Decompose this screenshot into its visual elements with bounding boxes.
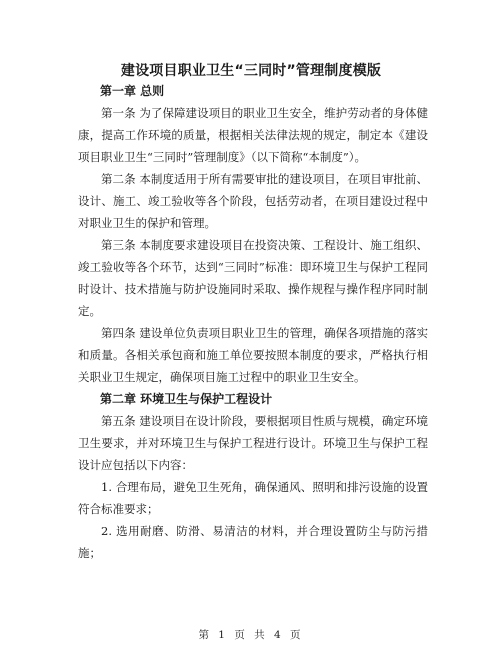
article-paragraph: 第二条 本制度适用于所有需要审批的建设项目，在项目审批前、设计、施工、竣工验收等各个阶段，包括劳动者，在项目建设过程中对职业卫生的保护和管理。 [78, 172, 428, 230]
list-item: 1. 合理布局，避免卫生死角，确保通风、照明和排污设施的设置符合标准要求； [78, 480, 428, 516]
article-paragraph: 第五条 建设项目在设计阶段，要根据项目性质与规模，确定环境卫生要求，并对环境卫生与保护工程进行设计。环境卫生与保护工程设计应包括以下内容： [78, 414, 428, 472]
article-paragraph: 第四条 建设单位负责项目职业卫生的管理，确保各项措施的落实和质量。各相关承包商和施工单位要按照本制度的要求，严格执行相关职业卫生规定，确保项目施工过程中的职业卫生安全。 [78, 326, 428, 384]
page-indicator: 第 1 页 共 4 页 [198, 629, 304, 641]
chapter-heading: 第二章 环境卫生与保护工程设计 [100, 392, 273, 406]
list-item: 2. 选用耐磨、防滑、易清洁的材料，并合理设置防尘与防污措施； [78, 524, 428, 560]
article-paragraph: 第一条 为了保障建设项目的职业卫生安全，维护劳动者的身体健康，提高工作环境的质量，根据相关法律法规的规定，制定本《建设项目职业卫生“三同时”管理制度》（以下简称“本制度”）。 [78, 106, 428, 164]
document-body [78, 80, 428, 564]
document-title: 建设项目职业卫生“三同时”管理制度模版 [120, 63, 382, 79]
chapter-heading: 第一章 总则 [100, 84, 165, 98]
article-paragraph: 第三条 本制度要求建设项目在投资决策、工程设计、施工组织、竣工验收等各个环节，达到“三同时”标准：即环境卫生与保护工程同时设计、技术措施与防护设施同时采取、操作规程与操作程序同时制定。 [78, 238, 428, 318]
